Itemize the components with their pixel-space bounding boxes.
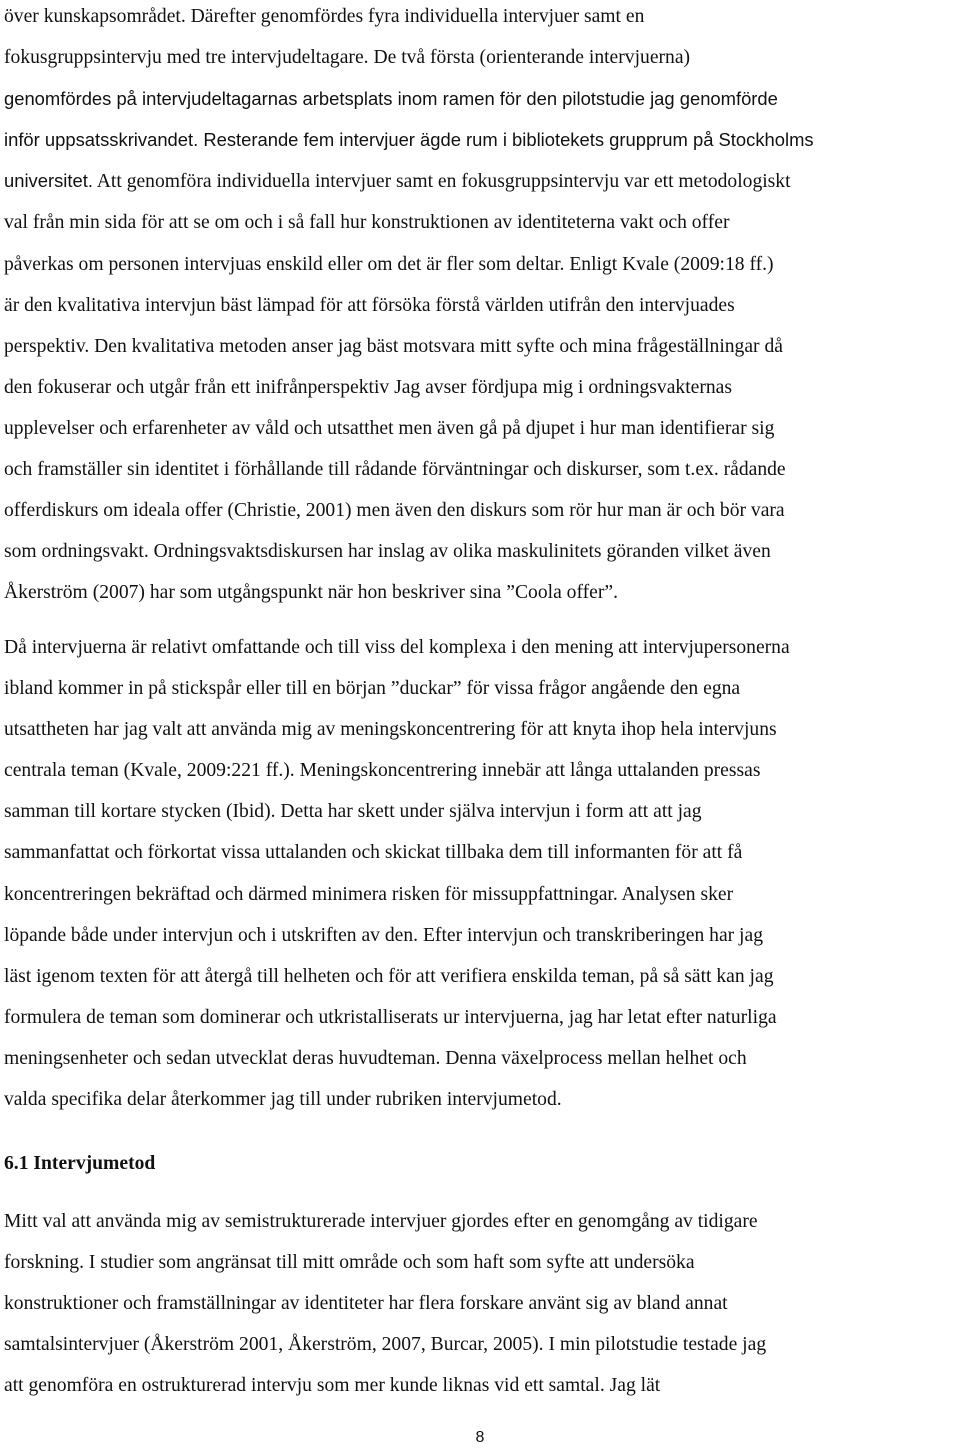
text-line: är den kvalitativa intervjun bäst lämpad för att försöka förstå världen utifrån den intervjuades — [4, 294, 735, 316]
text-line: påverkas om personen intervjuas enskild eller om det är fler som deltar. Enligt Kvale (2009:18 ff.) — [4, 253, 774, 275]
text-line: läst igenom texten för att återgå till helheten och för att verifiera enskilda teman, på så sätt kan jag — [4, 965, 774, 987]
text-line: ibland kommer in på stickspår eller till en början ”duckar” för vissa frågor angående den egna — [4, 678, 741, 700]
text-line: genomfördes på intervjudeltagarnas arbetsplats inom ramen för den pilotstudie jag genomförde — [4, 88, 778, 110]
text-run: Att genomföra individuella intervjuer samt en fokusgruppsintervju var ett metodologiskt — [92, 171, 791, 193]
text-run: universitet. — [4, 170, 93, 192]
text-line: Åkerström (2007) har som utgångspunkt när hon beskriver sina ”Coola offer”. — [4, 582, 618, 604]
text-line: samtalsintervjuer (Åkerström 2001, Åkerström, 2007, Burcar, 2005). I min pilotstudie testade jag — [4, 1334, 767, 1356]
text-line — [4, 160, 952, 202]
text-line: meningsenheter och sedan utvecklat deras huvudteman. Denna växelprocess mellan helhet och — [4, 1047, 747, 1069]
text-line: formulera de teman som dominerar och utkristalliserats ur intervjuerna, jag har letat efter naturliga — [4, 1006, 777, 1028]
text-line: inför uppsatsskrivandet. Resterande fem intervjuer ägde rum i bibliotekets grupprum på Stockholms — [4, 129, 814, 151]
text-line: valda specifika delar återkommer jag till under rubriken intervjumetod. — [4, 1089, 562, 1111]
paragraph-method-overview — [4, 0, 952, 613]
section-heading: 6.1 Intervjumetod — [4, 1153, 156, 1174]
text-line: upplevelser och erfarenheter av våld och utsatthet men även gå på djupet i hur man identifierar sig — [4, 417, 775, 439]
text-line: och framställer sin identitet i förhållande till rådande förväntningar och diskurser, som t.ex. rådande — [4, 459, 786, 481]
text-line: sammanfattat och förkortat vissa uttalanden och skickat tillbaka dem till informanten för att få — [4, 842, 743, 864]
text-line: löpande både under intervjun och i utskriften av den. Efter intervjun och transkriberingen har jag — [4, 924, 763, 946]
text-line: centrala teman (Kvale, 2009:221 ff.). Meningskoncentrering innebär att långa uttalanden pressas — [4, 760, 761, 782]
text-line: samman till kortare stycken (Ibid). Detta har skett under själva intervjun i form att att jag — [4, 801, 702, 823]
text-line: fokusgruppsintervju med tre intervjudeltagare. De två första (orienterande intervjuerna) — [4, 47, 691, 69]
text-line: att genomföra en ostrukturerad intervju som mer kunde liknas vid ett samtal. Jag lät — [4, 1375, 661, 1397]
paragraph-interview-method — [4, 1201, 952, 1406]
text-line: forskning. I studier som angränsat till mitt område och som haft som syfte att undersöka — [4, 1252, 695, 1274]
text-line: som ordningsvakt. Ordningsvaktsdiskursen har inslag av olika maskulinitets göranden vilket även — [4, 541, 771, 563]
page-number: 8 — [475, 1429, 485, 1446]
text-line: den fokuserar och utgår från ett inifrånperspektiv Jag avser fördjupa mig i ordningsvakternas — [4, 376, 732, 398]
text-line: perspektiv. Den kvalitativa metoden anser jag bäst motsvara mitt syfte och mina frågeställningar då — [4, 335, 783, 357]
text-line: konstruktioner och framställningar av identiteter har flera forskare använt sig av bland annat — [4, 1293, 728, 1315]
text-line: koncentreringen bekräftad och därmed minimera risken för missuppfattningar. Analysen sker — [4, 883, 734, 905]
text-line: över kunskapsområdet. Därefter genomfördes fyra individuella intervjuer samt en — [4, 6, 645, 27]
text-line: offerdiskurs om ideala offer (Christie, 2001) men även den diskurs som rör hur man är och bör vara — [4, 500, 785, 522]
text-line: Då intervjuerna är relativt omfattande och till viss del komplexa i den mening att intervjupersonerna — [4, 637, 790, 658]
text-line: Mitt val att använda mig av semistrukturerade intervjuer gjordes efter en genomgång av tidigare — [4, 1211, 758, 1232]
text-line: val från min sida för att se om och i så fall hur konstruktionen av identiteterna vakt och offer — [4, 212, 730, 234]
paragraph-meaning-condensation — [4, 627, 952, 1120]
text-line: utsattheten har jag valt att använda mig av meningskoncentrering för att knyta ihop hela intervjuns — [4, 719, 777, 741]
